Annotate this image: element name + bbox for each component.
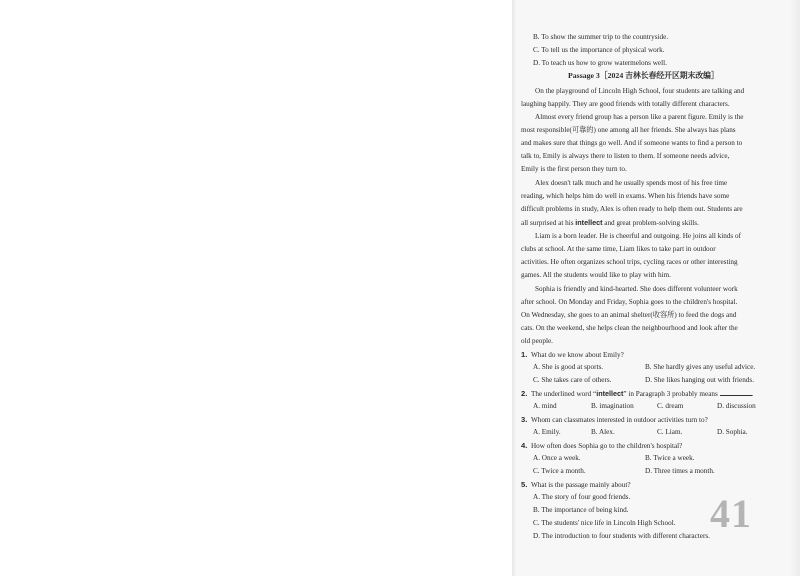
paragraph-2-line: most responsible(可靠的) one among all her friends. She always has plans	[521, 126, 736, 134]
question-2-option-c: C. dream	[657, 402, 684, 410]
intellect-word: intellect	[575, 218, 603, 227]
page-edge-shadow	[790, 0, 800, 576]
paragraph-3-text: all surprised at his	[521, 219, 576, 227]
question-5-option-d: D. The introduction to four students with different characters.	[533, 532, 710, 540]
question-5-option-b: B. The importance of being kind.	[533, 506, 629, 514]
paragraph-3-text: and great problem-solving skills.	[602, 219, 699, 227]
question-stem: What is the passage mainly about?	[530, 481, 631, 489]
right-page	[518, 0, 800, 576]
answer-blank	[720, 389, 752, 396]
paragraph-3-line: Alex doesn't talk much and he usually spends most of his free time	[535, 179, 728, 187]
question-3-option-a: A. Emily.	[533, 428, 561, 436]
prev-option-d: D. To teach us how to grow watermelons well.	[533, 59, 667, 67]
question-5-option-a: A. The story of four good friends.	[533, 493, 631, 501]
question-4-option-d: D. Three times a month.	[645, 467, 715, 475]
paragraph-4-line: games. All the students would like to play with him.	[521, 271, 671, 279]
paragraph-4-line: Liam is a born leader. He is cheerful and outgoing. He joins all kinds of	[535, 232, 741, 240]
question-stem: What do we know about Emily?	[530, 351, 624, 359]
paragraph-3-line: difficult problems in study, Alex is often ready to help them out. Students are	[521, 205, 743, 213]
prev-option-c: C. To tell us the importance of physical work.	[533, 46, 665, 54]
question-stem-end: .	[751, 390, 754, 398]
paragraph-5-line: old people.	[521, 337, 553, 345]
question-2-option-b: B. imagination	[591, 402, 634, 410]
paragraph-2-line: Emily is the first person they turn to.	[521, 165, 627, 173]
question-3	[521, 415, 708, 425]
question-4	[521, 441, 682, 451]
question-2-option-a: A. mind	[533, 402, 557, 410]
question-4-option-a: A. Once a week.	[533, 454, 581, 462]
question-3-option-d: D. Sophia.	[717, 428, 748, 436]
question-3-option-c: C. Liam.	[657, 428, 683, 436]
question-5	[521, 480, 631, 490]
question-4-option-c: C. Twice a month.	[533, 467, 586, 475]
paragraph-4-line: activities. He often organizes school trips, cycling races or other interesting	[521, 258, 738, 266]
paragraph-2-line: talk to, Emily is always there to listen to them. If someone needs advice,	[521, 152, 730, 160]
paragraph-4-line: clubs at school. At the same time, Liam likes to take part in outdoor	[521, 245, 716, 253]
paragraph-5-line: On Wednesday, she goes to an animal shelter(收容所) to feed the dogs and	[521, 311, 737, 319]
question-number: 3.	[521, 415, 528, 424]
question-1-option-d: D. She likes hanging out with friends.	[645, 376, 754, 384]
page-number: 41	[710, 491, 752, 536]
question-1-option-b: B. She hardly gives any useful advice.	[645, 363, 756, 371]
question-1-option-c: C. She takes care of others.	[533, 376, 612, 384]
question-4-option-b: B. Twice a week.	[645, 454, 695, 462]
question-5-option-c: C. The students' nice life in Lincoln High School.	[533, 519, 676, 527]
paragraph-3-line	[521, 218, 699, 228]
question-number: 4.	[521, 441, 528, 450]
passage-title: Passage 3［2024 吉林长春经开区期末改编］	[568, 71, 719, 80]
question-number: 2.	[521, 389, 528, 398]
question-1	[521, 350, 624, 360]
question-2-option-d: D. discussion	[717, 402, 756, 410]
question-number: 1.	[521, 350, 528, 359]
paragraph-3-line: reading, which helps him do well in exams. When his friends have some	[521, 192, 730, 200]
prev-option-b: B. To show the summer trip to the countryside.	[533, 33, 669, 41]
question-stem: ” in Paragraph 3 probably means	[623, 390, 718, 398]
paragraph-5-line: after school. On Monday and Friday, Sophia goes to the children's hospital.	[521, 298, 738, 306]
question-3-option-b: B. Alex.	[591, 428, 615, 436]
paragraph-5-line: Sophia is friendly and kind-hearted. She does different volunteer work	[535, 285, 738, 293]
question-stem: Whom can classmates interested in outdoor activities turn to?	[530, 416, 708, 424]
question-stem: How often does Sophia go to the children's hospital?	[530, 442, 683, 450]
paragraph-2-line: and makes sure that things go well. And if someone wants to find a person to	[521, 139, 743, 147]
question-2	[521, 389, 753, 399]
question-number: 5.	[521, 480, 528, 489]
intellect-word: intellect	[596, 389, 624, 398]
question-1-option-a: A. She is good at sports.	[533, 363, 604, 371]
paragraph-1-line: On the playground of Lincoln High School, four students are talking and	[535, 87, 745, 95]
question-stem: The underlined word “	[530, 390, 597, 398]
paragraph-1-line: laughing happily. They are good friends with totally different characters.	[521, 100, 730, 108]
paragraph-2-line: Almost every friend group has a person like a parent figure. Emily is the	[535, 113, 744, 121]
paragraph-5-line: cats. On the weekend, she helps clean the neighbourhood and look after the	[521, 324, 738, 332]
